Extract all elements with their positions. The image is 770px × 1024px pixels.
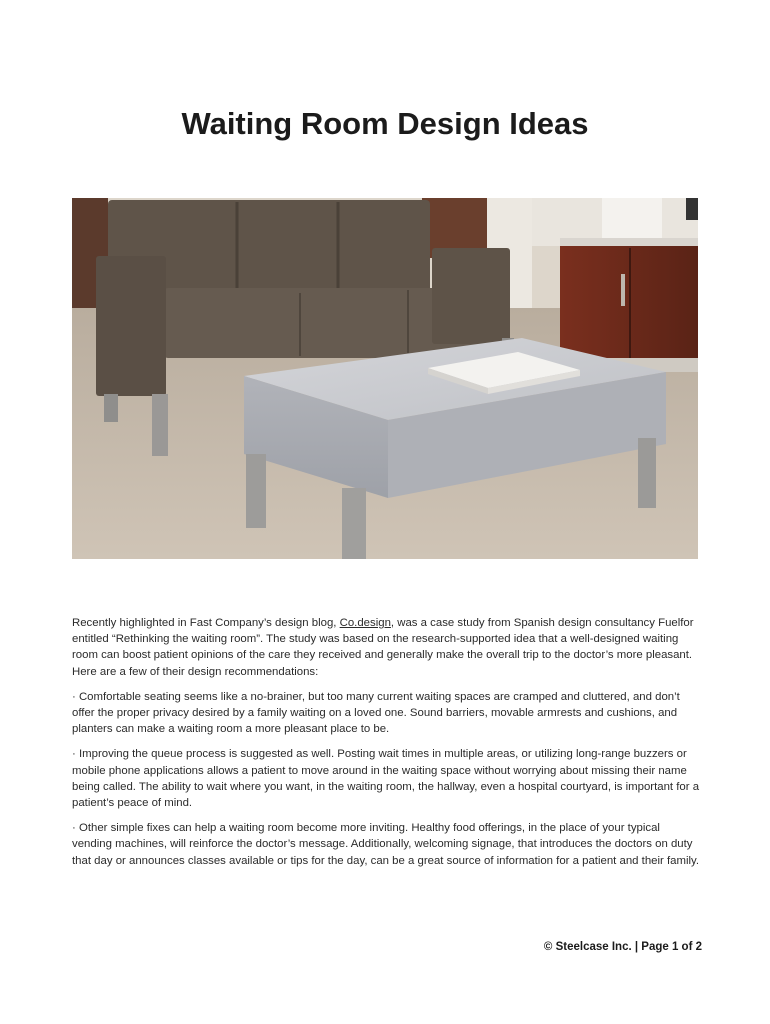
intro-paragraph xyxy=(72,615,702,680)
intro-text-start: Recently highlighted in Fast Company’s design blog, xyxy=(72,617,340,629)
bullet-paragraph: · Improving the queue process is suggested as well. Posting wait times in multiple areas, or utilizing long-range buzzers or mobile phone applications allows a patient to move around in the waiting space without worrying about missing their name being called. The ability to wait where you want, in the waiting room, the hallway, even a hospital courtyard, is important for a patient’s peace of mind. xyxy=(72,748,700,810)
intro-text-end: , was a case study from Spanish design consultancy Fuelfor entitled “Rethinking the waiting room”. The study was based on the research-supported idea that a well-designed waiting room can boost patient opinions of the care they received and generally make the overall trip to the doctor’s more pleasant. Here are a few of their design recommendations: xyxy=(72,617,694,678)
page-footer: © Steelcase Inc. | Page 1 of 2 xyxy=(543,941,702,953)
page-title: Waiting Room Design Ideas xyxy=(181,106,589,141)
article-body xyxy=(72,615,702,878)
bullet-paragraph: · Comfortable seating seems like a no-brainer, but too many current waiting spaces are cramped and cluttered, and don’t offer the proper privacy desired by a family waiting on a loved one. Sound barriers, movable armrests and cushions, and planters can make a waiting room a more pleasant place to be. xyxy=(72,690,680,736)
bullet-paragraph: · Other simple fixes can help a waiting room become more inviting. Healthy food offerings, in the place of your typical vending machines, will reinforce the doctor’s message. Additionally, welcoming signage, that introduces the doctors on duty that day or announces classes available or tips for the day, can be a great source of information for a patient and their family. xyxy=(72,822,700,867)
waiting-room-photo xyxy=(72,198,698,559)
codesign-link[interactable]: Co.design xyxy=(339,617,391,629)
